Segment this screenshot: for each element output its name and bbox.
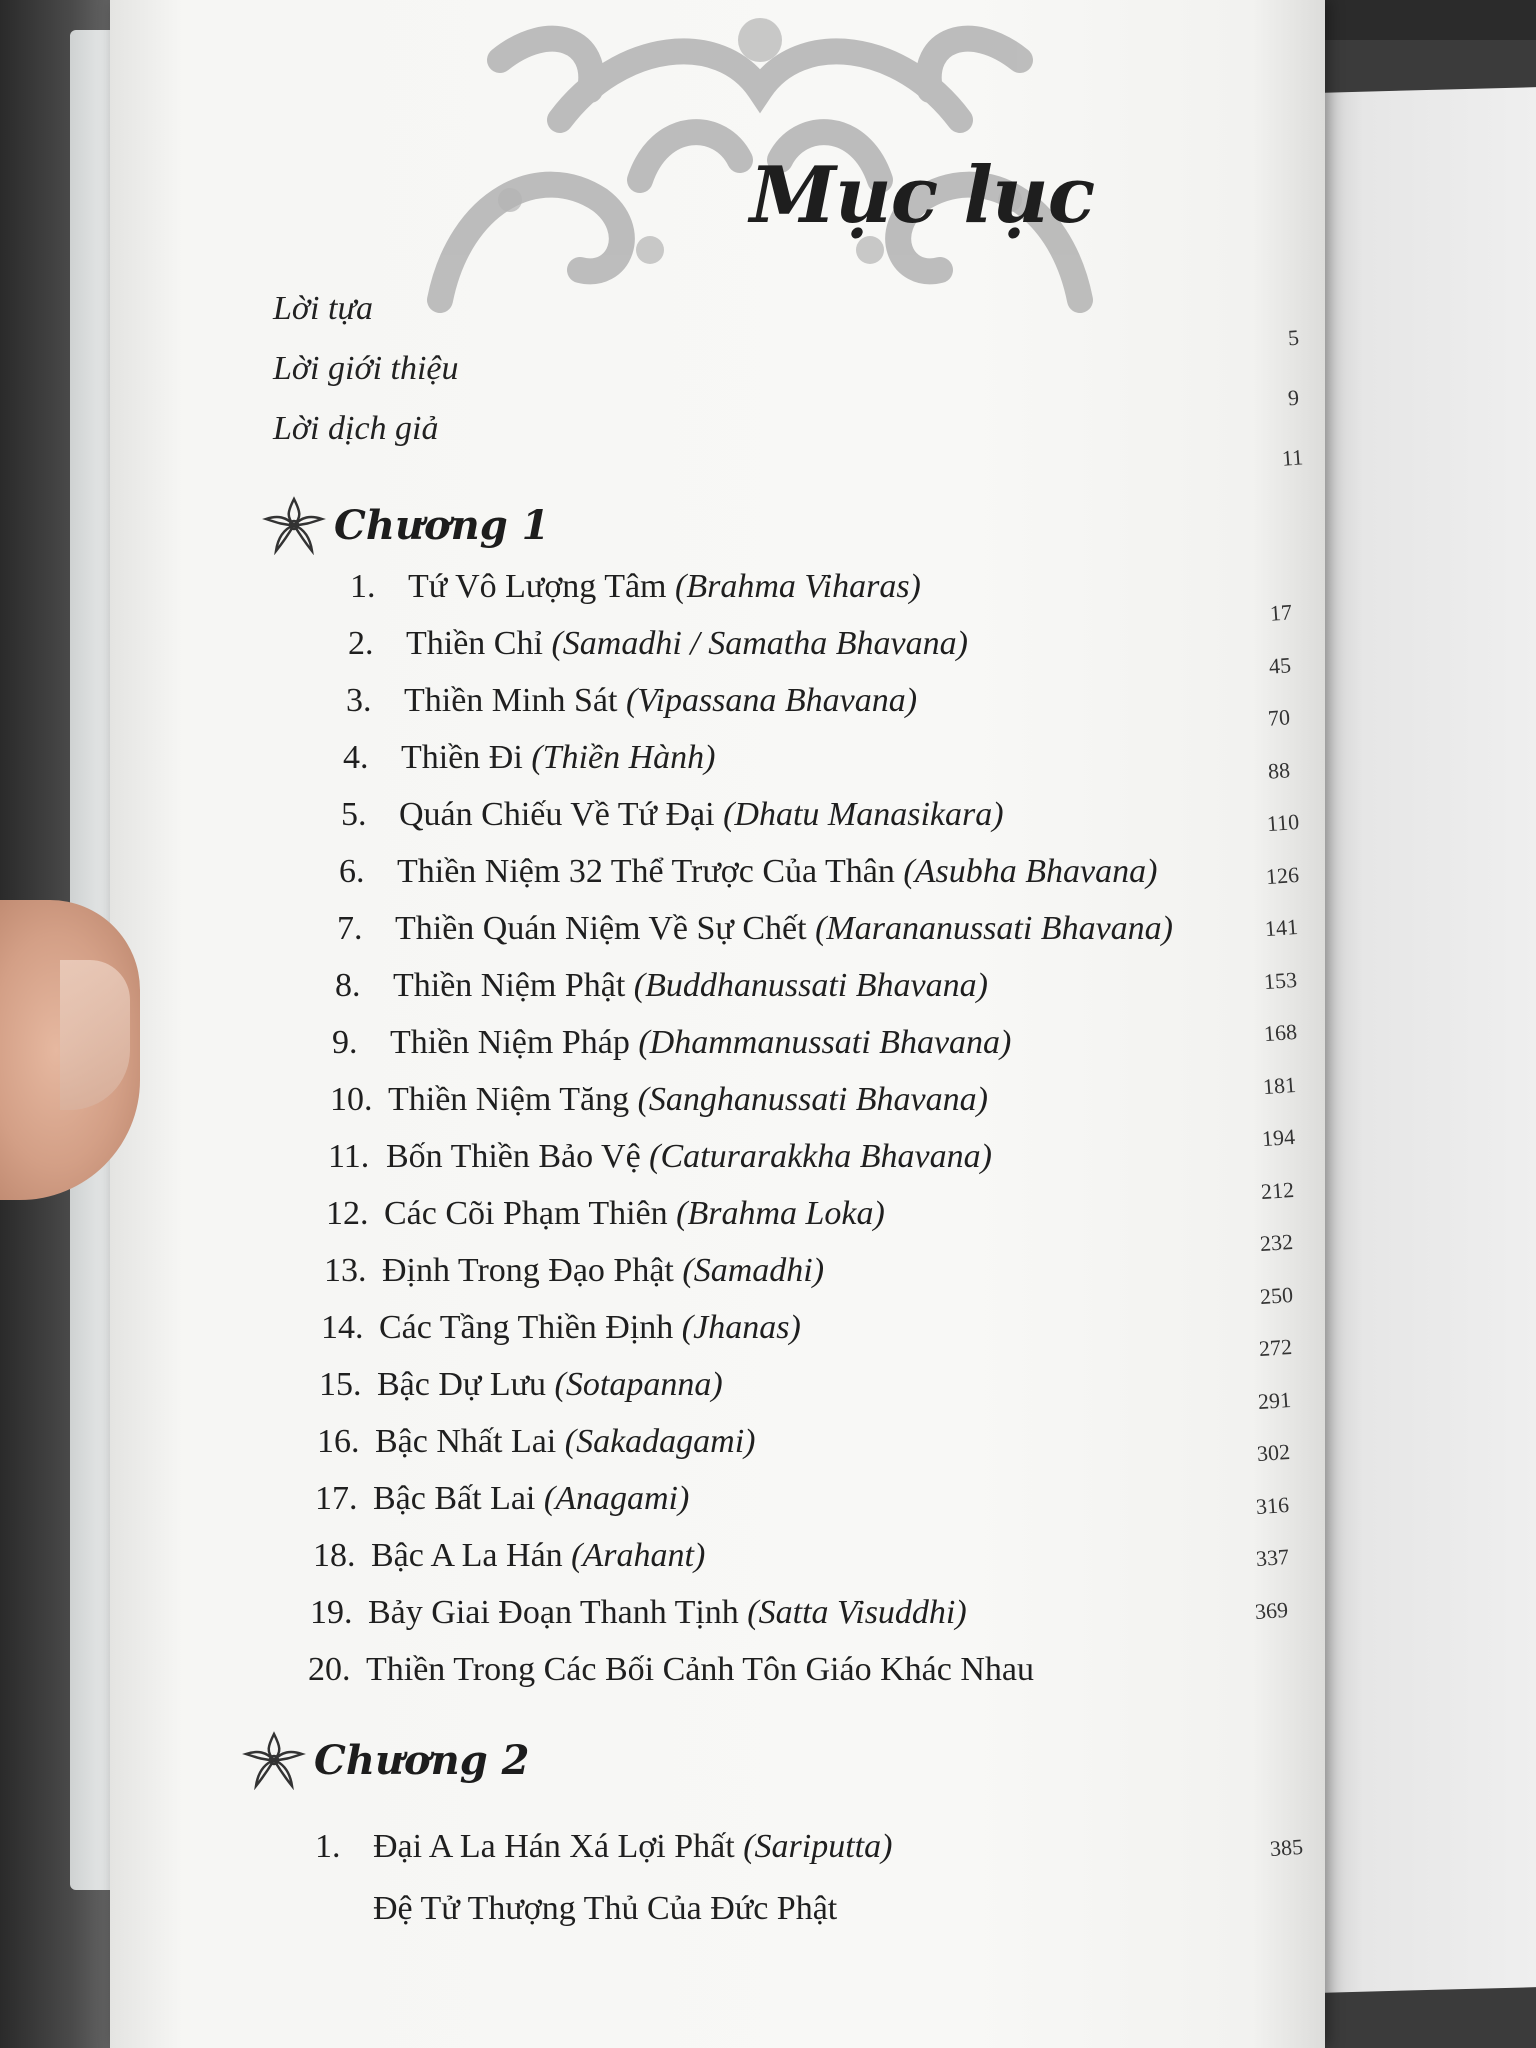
entry-title: Thiền Trong Các Bối Cảnh Tôn Giáo Khác Nhau bbox=[366, 1651, 1034, 1688]
entry-number: 20. bbox=[308, 1651, 351, 1688]
entry-number: 11. bbox=[328, 1138, 370, 1175]
entry-number: 3. bbox=[346, 682, 372, 719]
page-number: 153 bbox=[1263, 966, 1298, 994]
entry-title: Bảy Giai Đoạn Thanh Tịnh bbox=[368, 1594, 739, 1631]
entry-number: 17. bbox=[315, 1480, 358, 1517]
entry-title: Bậc Bất Lai bbox=[373, 1480, 536, 1517]
page-title: Mục lục bbox=[749, 150, 1095, 241]
toc-entry bbox=[321, 1309, 801, 1347]
page-number: 181 bbox=[1262, 1071, 1297, 1099]
entry-number: 19. bbox=[310, 1594, 353, 1631]
entry-title: Đại A La Hán Xá Lợi Phất bbox=[373, 1828, 735, 1865]
entry-number: 6. bbox=[339, 853, 365, 890]
chapter-heading bbox=[242, 1730, 530, 1790]
entry-subtitle: (Dhatu Manasikara) bbox=[723, 796, 1004, 833]
chapter-title: Chương 2 bbox=[314, 1736, 530, 1784]
entry-subtitle: (Asubha Bhavana) bbox=[903, 853, 1158, 890]
entry-subtitle: (Thiền Hành) bbox=[531, 739, 716, 776]
page-number: 250 bbox=[1259, 1281, 1294, 1309]
page-number: 194 bbox=[1261, 1123, 1296, 1152]
toc-entry-continuation: Đệ Tử Thượng Thủ Của Đức Phật bbox=[373, 1890, 838, 1927]
entry-title: Quán Chiếu Về Tứ Đại bbox=[399, 796, 715, 833]
page-number: 9 bbox=[1287, 384, 1300, 411]
toc-entry bbox=[341, 796, 1004, 834]
entry-number: 9. bbox=[332, 1024, 358, 1061]
page-number: 385 bbox=[1269, 1833, 1304, 1862]
entry-subtitle: (Arahant) bbox=[571, 1537, 706, 1574]
front-matter-item bbox=[273, 350, 459, 388]
entry-number: 13. bbox=[324, 1252, 367, 1289]
toc-entry bbox=[319, 1366, 723, 1404]
entry-title: Các Tầng Thiền Định bbox=[379, 1309, 674, 1346]
page-number: 88 bbox=[1267, 756, 1291, 784]
toc-entry bbox=[332, 1024, 1011, 1062]
toc-entry bbox=[348, 625, 968, 663]
entry-subtitle: (Samadhi) bbox=[682, 1252, 825, 1289]
page-number: 17 bbox=[1269, 599, 1293, 626]
entry-subtitle: (Buddhanussati Bhavana) bbox=[633, 967, 988, 1004]
entry-title: Các Cõi Phạm Thiên bbox=[384, 1195, 668, 1232]
entry-number: 12. bbox=[326, 1195, 369, 1232]
book-page bbox=[110, 0, 1325, 2048]
entry-subtitle: (Samadhi / Samatha Bhavana) bbox=[551, 625, 968, 662]
page-number: 45 bbox=[1268, 651, 1292, 679]
page-number: 168 bbox=[1263, 1018, 1298, 1047]
page-number: 11 bbox=[1281, 444, 1304, 471]
entry-number: 4. bbox=[343, 739, 369, 776]
toc-entry bbox=[328, 1138, 992, 1176]
entry-subtitle: (Vipassana Bhavana) bbox=[625, 682, 918, 719]
entry-title: Thiền Niệm Pháp bbox=[390, 1024, 630, 1061]
flower-icon bbox=[262, 495, 326, 555]
page-number: 126 bbox=[1265, 861, 1300, 889]
entry-title: Thiền Niệm 32 Thể Trược Của Thân bbox=[397, 853, 895, 890]
toc-entry bbox=[310, 1594, 967, 1632]
page-number: 70 bbox=[1267, 704, 1291, 731]
front-matter-title: Lời giới thiệu bbox=[273, 350, 459, 387]
toc-entry bbox=[339, 853, 1157, 891]
entry-subtitle: (Jhanas) bbox=[681, 1309, 801, 1346]
flower-icon bbox=[242, 1730, 306, 1790]
page-number: 5 bbox=[1287, 324, 1300, 351]
entry-title: Bậc Nhất Lai bbox=[375, 1423, 557, 1460]
entry-title: Thiền Niệm Phật bbox=[393, 967, 626, 1004]
toc-entry bbox=[350, 568, 921, 606]
entry-title: Định Trong Đạo Phật bbox=[382, 1252, 674, 1289]
toc-entry bbox=[330, 1081, 988, 1119]
entry-number: 7. bbox=[337, 910, 363, 947]
page-number: 316 bbox=[1255, 1491, 1290, 1519]
toc-entry bbox=[308, 1651, 1034, 1689]
page-number: 337 bbox=[1255, 1543, 1290, 1572]
front-matter-title: Lời tựa bbox=[273, 290, 373, 327]
entry-number: 14. bbox=[321, 1309, 364, 1346]
entry-subtitle: (Anagami) bbox=[543, 1480, 690, 1517]
entry-number: 16. bbox=[317, 1423, 360, 1460]
page-number: 110 bbox=[1266, 808, 1300, 837]
entry-subtitle: (Sakadagami) bbox=[564, 1423, 756, 1460]
toc-entry bbox=[343, 739, 715, 777]
toc-entry bbox=[326, 1195, 885, 1233]
entry-subtitle: (Sotapanna) bbox=[554, 1366, 723, 1403]
page-number: 272 bbox=[1258, 1333, 1293, 1362]
entry-subtitle: (Brahma Loka) bbox=[676, 1195, 885, 1232]
toc-entry bbox=[337, 910, 1173, 948]
page-number: 369 bbox=[1254, 1596, 1289, 1624]
front-matter-item bbox=[273, 410, 438, 448]
entry-subtitle: (Brahma Viharas) bbox=[675, 568, 921, 605]
entry-number: 10. bbox=[330, 1081, 373, 1118]
entry-title: Bậc Dự Lưu bbox=[377, 1366, 547, 1403]
page-number: 141 bbox=[1264, 913, 1299, 942]
page-number: 302 bbox=[1256, 1438, 1291, 1467]
entry-title: Bậc A La Hán bbox=[371, 1537, 563, 1574]
page-number: 212 bbox=[1260, 1176, 1295, 1204]
entry-title: Bốn Thiền Bảo Vệ bbox=[386, 1138, 641, 1175]
toc-entry bbox=[335, 967, 988, 1005]
entry-title: Thiền Niệm Tăng bbox=[388, 1081, 630, 1118]
page-number: 232 bbox=[1259, 1228, 1294, 1257]
toc-entry bbox=[315, 1828, 892, 1866]
entry-number: 8. bbox=[335, 967, 361, 1004]
entry-number: 2. bbox=[348, 625, 374, 662]
entry-title: Thiền Minh Sát bbox=[404, 682, 618, 719]
entry-title: Thiền Quán Niệm Về Sự Chết bbox=[395, 910, 807, 947]
toc-entry bbox=[315, 1480, 689, 1518]
toc-entry bbox=[313, 1537, 705, 1575]
entry-subtitle: (Caturarakkha Bhavana) bbox=[649, 1138, 992, 1175]
toc-entry bbox=[317, 1423, 756, 1461]
entry-number: 1. bbox=[315, 1828, 341, 1865]
front-matter-title: Lời dịch giả bbox=[273, 410, 439, 447]
entry-number: 1. bbox=[350, 568, 376, 605]
entry-subtitle: (Marananussati Bhavana) bbox=[815, 910, 1173, 947]
entry-subtitle: (Sanghanussati Bhavana) bbox=[637, 1081, 988, 1118]
page-number: 291 bbox=[1257, 1386, 1292, 1414]
chapter-heading bbox=[262, 495, 550, 555]
toc-entry bbox=[346, 682, 917, 720]
toc-entry bbox=[324, 1252, 824, 1290]
entry-title: Thiền Chỉ bbox=[406, 625, 543, 662]
entry-title: Thiền Đi bbox=[401, 739, 523, 776]
entry-title: Tứ Vô Lượng Tâm bbox=[408, 568, 667, 605]
adjacent-page bbox=[1320, 87, 1536, 1993]
entry-number: 18. bbox=[313, 1537, 356, 1574]
entry-subtitle: (Dhammanussati Bhavana) bbox=[638, 1024, 1012, 1061]
entry-subtitle: (Sariputta) bbox=[743, 1828, 893, 1865]
entry-number: 15. bbox=[319, 1366, 362, 1403]
chapter-title: Chương 1 bbox=[334, 501, 550, 549]
entry-number: 5. bbox=[341, 796, 367, 833]
entry-subtitle: (Satta Visuddhi) bbox=[747, 1594, 967, 1631]
front-matter-item bbox=[273, 290, 373, 328]
